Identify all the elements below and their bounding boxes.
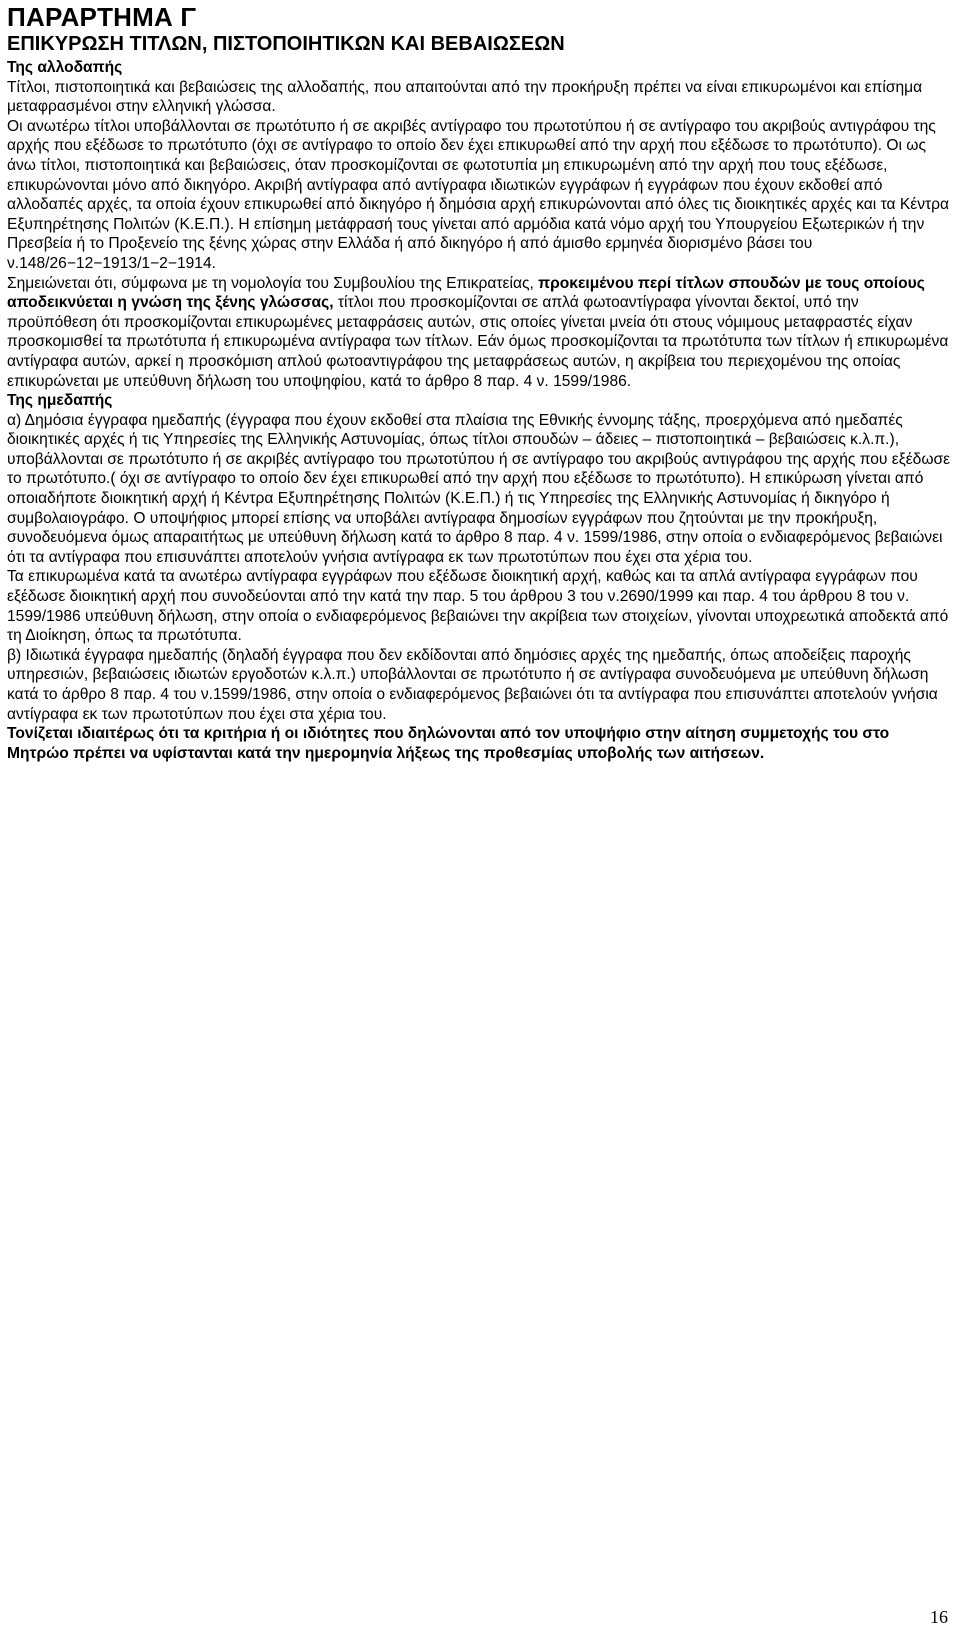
paragraph-foreign-3-text-start: Σημειώνεται ότι, σύμφωνα με τη νομολογία του Συμβουλίου της Επικρατείας, <box>7 274 539 292</box>
final-note: Τονίζεται ιδιαιτέρως ότι τα κριτήρια ή οι ιδιότητες που δηλώνονται από τον υποψήφιο στην αίτηση συμμετοχής του στο Μητρώο πρέπει να υφίστανται κατά την ημερομηνία λήξεως της προθεσμίας υποβολής των αιτήσεων. <box>7 725 890 762</box>
document-subtitle: ΕΠΙΚΥΡΩΣΗ ΤΙΤΛΩΝ, ΠΙΣΤΟΠΟΙΗΤΙΚΩΝ ΚΑΙ ΒΕΒΑΙΩΣΕΩΝ <box>7 33 565 55</box>
section-label-domestic: Της ημεδαπής <box>7 392 113 410</box>
paragraph-domestic-certified: Τα επικυρωμένα κατά τα ανωτέρω αντίγραφα εγγράφων που εξέδωσε διοικητική αρχή, καθώς και τα απλά αντίγραφα εγγράφων που εξέδωσε διοικητική αρχή που συνοδεύονται από την κατά την παρ. 5 του άρθρου 3 του ν.2690/1999 και παρ. 4 του άρθρου 8 του ν. 1599/1986 υπεύθυνη δήλωση, στην οποία ο ενδιαφερόμενος βεβαιώνει την ακρίβεια των στοιχείων, γίνονται υποχρεωτικά αποδεκτά από τη Διοίκηση, όπως τα πρωτότυπα. <box>7 568 949 645</box>
document-page <box>7 0 951 763</box>
paragraph-foreign-2: Οι ανωτέρω τίτλοι υποβάλλονται σε πρωτότυπο ή σε ακριβές αντίγραφο του πρωτοτύπου ή σε αντίγραφο του ακριβούς αντιγράφου της αρχής που εξέδωσε το πρωτότυπο (όχι σε αντίγραφο το οποίο δεν έχει επικυρωθεί από την αρχή που εξέδωσε το πρωτότυπο). Οι ως άνω τίτλοι, πιστοποιητικά και βεβαιώσεις, όταν προσκομίζονται σε φωτοτυπία μη επικυρωμένη από την αρχή που τους εξέδωσε, επικυρώνονται μόνο από δικηγόρο. Ακριβή αντίγραφα από αντίγραφα ιδιωτικών εγγράφων ή εγγράφων που έχουν εκδοθεί από αλλοδαπές αρχές, τα οποία έχουν επικυρωθεί από δικηγόρο ή δημόσια αρχή επικυρώνονται από όλες τις διοικητικές αρχές και τα Κέντρα Εξυπηρέτησης Πολιτών (Κ.Ε.Π.). Η επίσημη μετάφρασή τους γίνεται από αρμόδια κατά νόμο αρχή του Υπουργείου Εξωτερικών ή την Πρεσβεία ή το Προξενείο της ξένης χώρας στην Ελλάδα ή από δικηγόρο ή από άμισθο ερμηνέα διορισμένο βάσει του ν.148/26−12−1913/1−2−1914. <box>7 117 950 272</box>
paragraph-foreign-3-bold: προκειμένου περί τίτλων σπουδών με τους οποίους αποδεικνύεται η γνώση της ξένης γλώσσας, <box>7 274 925 312</box>
document-title: ΠΑΡΑΡΤΗΜΑ Γ <box>7 2 197 32</box>
paragraph-domestic-b: β) Ιδιωτικά έγγραφα ημεδαπής (δηλαδή έγγραφα που δεν εκδίδονται από δημόσιες αρχές της ημεδαπής, όπως αποδείξεις παροχής υπηρεσιών, βεβαιώσεις ιδιωτών εργοδοτών κ.λ.π.) υποβάλλονται σε πρωτότυπο ή σε αντίγραφα συνοδευόμενα με υπεύθυνη δήλωση κατά το άρθρο 8 παρ. 4 του ν.1599/1986, στην οποία ο ενδιαφερόμενος βεβαιώνει ότι τα αντίγραφα που επισυνάπτει αποτελούν γνήσια αντίγραφα εκ των πρωτοτύπων που έχει στα χέρια του. <box>7 646 938 723</box>
paragraph-domestic-a: α) Δημόσια έγγραφα ημεδαπής (έγγραφα που έχουν εκδοθεί στα πλαίσια της Εθνικής έννομης τάξης, προερχόμενα από ημεδαπές διοικητικές αρχές ή τις Υπηρεσίες της Ελληνικής Αστυνομίας, όπως τίτλοι σπουδών – άδειες – πιστοποιητικά – βεβαιώσεις κ.λ.π.), υποβάλλονται σε πρωτότυπο ή σε ακριβές αντίγραφο του πρωτοτύπου ή σε αντίγραφο του ακριβούς αντιγράφου της αρχής που εξέδωσε το πρωτότυπο.( όχι σε αντίγραφο το οποίο δεν έχει επικυρωθεί από την αρχή που εξέδωσε το πρωτότυπο). Η επικύρωση γίνεται από οποιαδήποτε διοικητική αρχή ή Κέντρα Εξυπηρέτησης Πολιτών (Κ.Ε.Π.) ή τις Υπηρεσίες της Ελληνικής Αστυνομίας ή δικηγόρο ή συμβολαιογράφο. Ο υποψήφιος μπορεί επίσης να υποβάλει αντίγραφα δημοσίων εγγράφων που ζητούνται με την προκήρυξη, συνοδευόμενα όμως απαραιτήτως με υπεύθυνη δήλωση κατά το άρθρο 8 παρ. 4 ν. 1599/1986, στην οποία ο ενδιαφερόμενος βεβαιώνει ότι τα αντίγραφα που επισυνάπτει αποτελούν γνήσια αντίγραφα εκ των πρωτοτύπων που έχει στα χέρια του. <box>7 411 951 566</box>
paragraph-foreign-3 <box>7 274 951 392</box>
paragraph-foreign-3-text-end: τίτλοι που προσκομίζονται σε απλά φωτοαντίγραφα γίνονται δεκτοί, υπό την προϋπόθεση ότι προσκομίζονται επικυρωμένες μεταφράσεις αυτών, στις οποίες γίνεται μνεία ότι στους νόμιμους μεταφραστές είχαν προσκομισθεί τα πρωτότυπα ή επικυρωμένα αντίγραφα των τίτλων. Εάν όμως προσκομίζονται τα πρωτότυπα των τίτλων ή επικυρωμένα αντίγραφα αυτών, αρκεί η προσκόμιση απλού φωτοαντιγράφου της μεταφράσεως αυτών, η ακρίβεια του περιεχομένου της οποίας επικυρώνεται με υπεύθυνη δήλωση του υποψηφίου, κατά το άρθρο 8 παρ. 4 ν. 1599/1986. <box>7 294 949 390</box>
page-number: 16 <box>930 1607 948 1627</box>
section-label-foreign: Της αλλοδαπής <box>7 59 123 76</box>
paragraph-foreign-1: Τίτλοι, πιστοποιητικά και βεβαιώσεις της αλλοδαπής, που απαιτούνται από την προκήρυξη πρέπει να είναι επικυρωμένοι και επίσημα μεταφρασμένοι στην ελληνική γλώσσα. <box>7 78 923 116</box>
